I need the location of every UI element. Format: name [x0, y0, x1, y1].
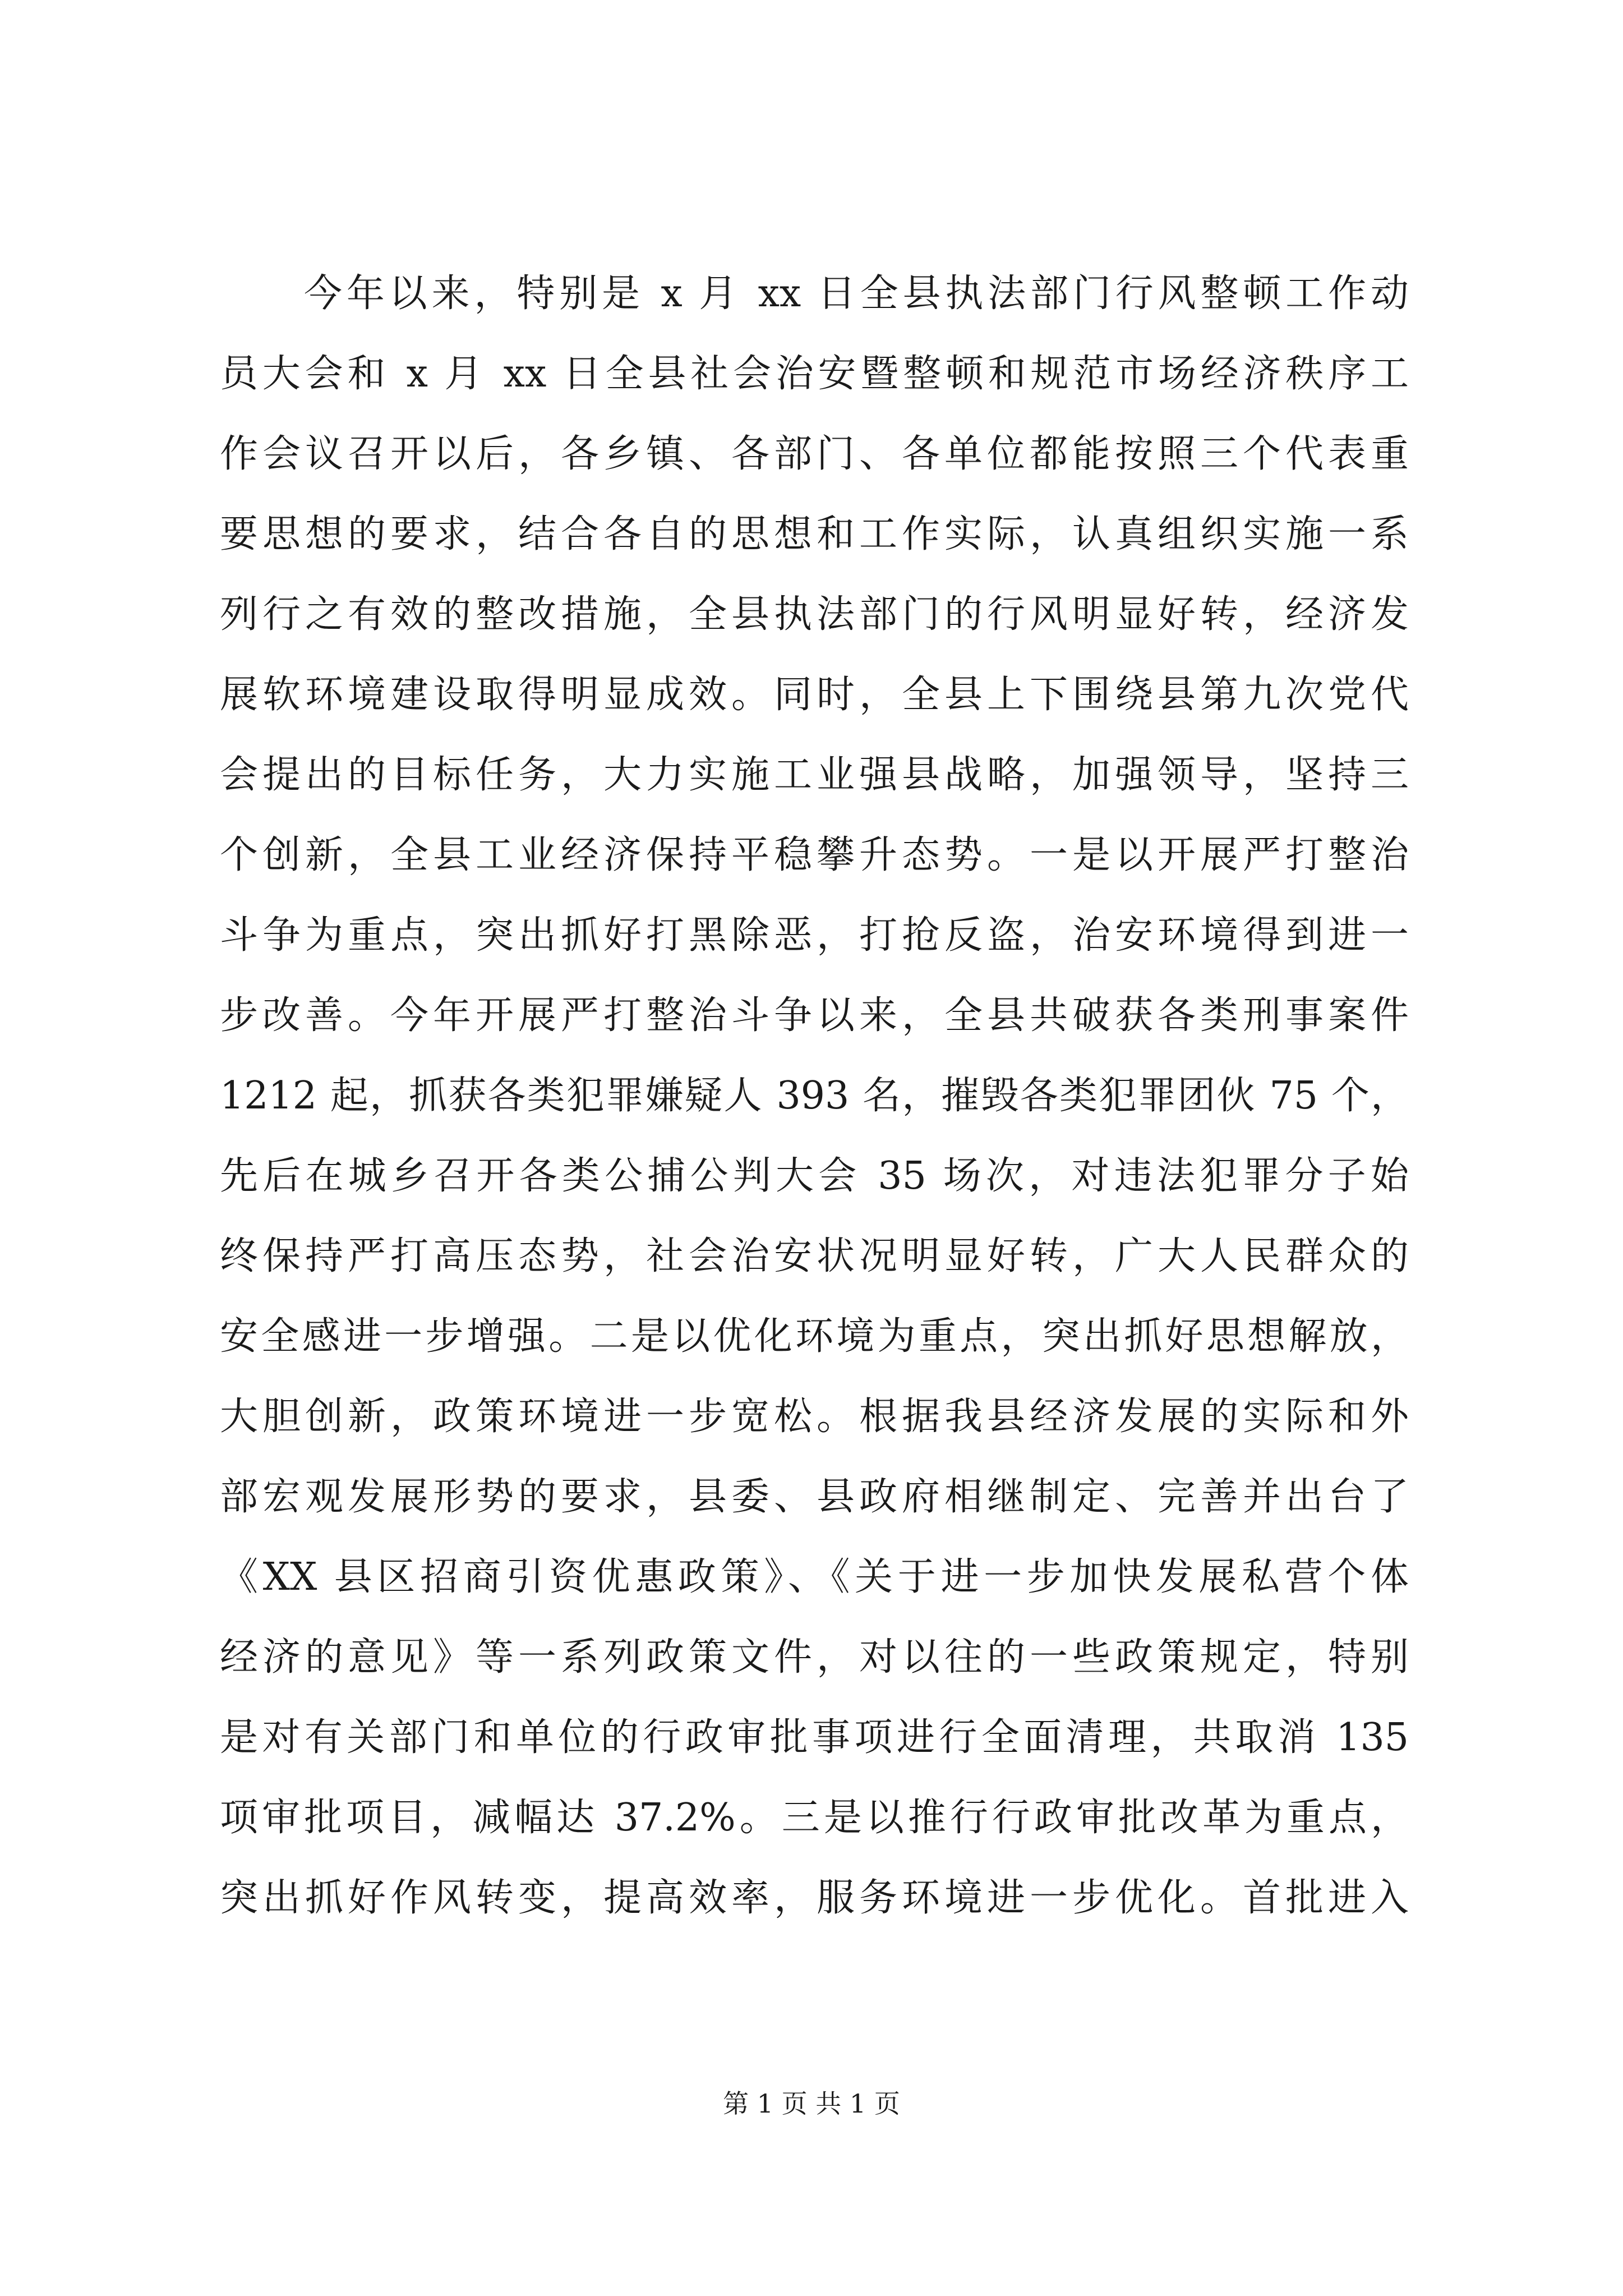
text-line: 展软环境建设取得明显成效。同时，全县上下围绕县第九次党代 — [220, 673, 1409, 717]
text-line: 员大会和 x 月 xx 日全县社会治安暨整顿和规范市场经济秩序工 — [220, 352, 1409, 396]
text-line: 先后在城乡召开各类公捕公判大会 35 场次，对违法犯罪分子始 — [220, 1154, 1409, 1198]
text-line: 安全感进一步增强。二是以优化环境为重点，突出抓好思想解放， — [220, 1314, 1409, 1359]
page-number-label: 第 1 页 共 1 页 — [723, 2088, 900, 2119]
text-line: 经济的意见》等一系列政策文件，对以往的一些政策规定，特别 — [220, 1635, 1409, 1680]
text-line: 是对有关部门和单位的行政审批事项进行全面清理，共取消 135 — [220, 1715, 1409, 1760]
text-line: 终保持严打高压态势，社会治安状况明显好转，广大人民群众的 — [220, 1234, 1409, 1278]
body-paragraph — [220, 254, 1409, 1938]
text-line: 突出抓好作风转变，提高效率，服务环境进一步优化。首批进入 — [220, 1876, 1409, 1920]
text-line: 1212 起，抓获各类犯罪嫌疑人 393 名，摧毁各类犯罪团伙 75 个， — [220, 1074, 1409, 1118]
text-line: 今年以来，特别是 x 月 xx 日全县执法部门行风整顿工作动 — [304, 272, 1409, 316]
text-line: 《XX 县区招商引资优惠政策》、《关于进一步加快发展私营个体 — [220, 1555, 1409, 1599]
text-line: 会提出的目标任务，大力实施工业强县战略，加强领导，坚持三 — [220, 753, 1409, 797]
text-line: 步改善。今年开展严打整治斗争以来，全县共破获各类刑事案件 — [220, 993, 1409, 1038]
text-line: 斗争为重点，突出抓好打黑除恶，打抢反盗，治安环境得到进一 — [220, 913, 1409, 958]
text-line: 列行之有效的整改措施，全县执法部门的行风明显好转，经济发 — [220, 592, 1409, 637]
text-line: 大胆创新，政策环境进一步宽松。根据我县经济发展的实际和外 — [220, 1395, 1409, 1439]
page-footer — [0, 2087, 1623, 2120]
text-line: 作会议召开以后，各乡镇、各部门、各单位都能按照三个代表重 — [220, 432, 1409, 476]
text-line: 要思想的要求，结合各自的思想和工作实际，认真组织实施一系 — [220, 512, 1409, 556]
text-line: 部宏观发展形势的要求，县委、县政府相继制定、完善并出台了 — [220, 1475, 1409, 1519]
text-line: 个创新，全县工业经济保持平稳攀升态势。一是以开展严打整治 — [220, 833, 1409, 877]
text-line: 项审批项目，减幅达 37.2%。三是以推行行政审批改革为重点， — [220, 1796, 1409, 1840]
